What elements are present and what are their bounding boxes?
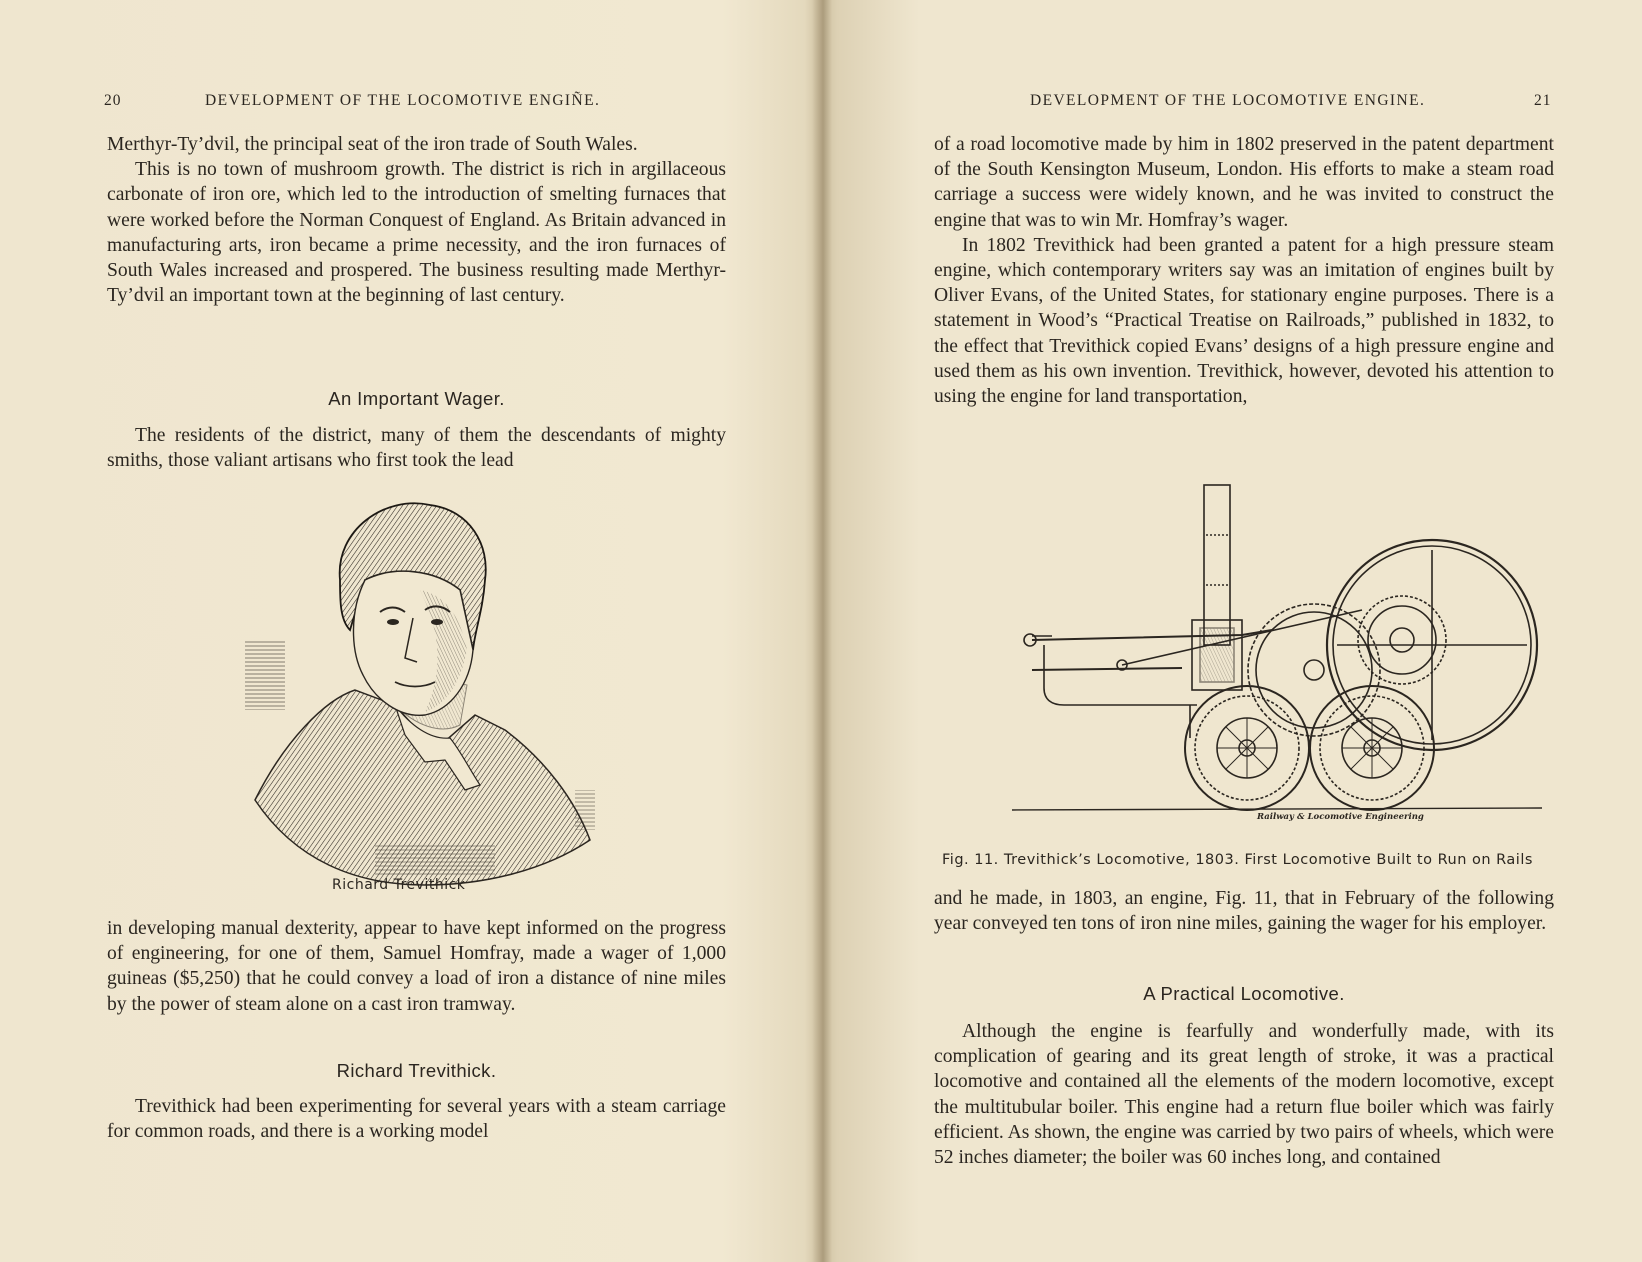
- text-block: [934, 1019, 1554, 1170]
- locomotive-figure: [972, 480, 1552, 840]
- text-block: [934, 886, 1554, 936]
- text-block: [107, 1094, 726, 1144]
- figure-credit: Railway & Locomotive Engineering: [1257, 812, 1424, 822]
- paragraph: and he made, in 1803, an engine, Fig. 11, that in February of the following year conveyed ten tons of iron nine miles, gaining the wager for his employer.: [934, 888, 1554, 935]
- book-gutter: [812, 0, 832, 1262]
- paragraph: The residents of the district, many of them the descendants of mighty smiths, those valiant artisans who first took the lead: [107, 425, 726, 472]
- paragraph: Merthyr-Ty’dvil, the principal seat of the iron trade of South Wales.: [107, 134, 638, 155]
- paragraph: of a road locomotive made by him in 1802 preserved in the patent department of the South Kensington Museum, London. His efforts to make a steam road carriage a success were widely known, and he was invited to construct the engine that was to win Mr. Homfray’s wager.: [934, 134, 1554, 231]
- paragraph: In 1802 Trevithick had been granted a patent for a high pressure steam engine, which contemporary writers say was an imitation of engines built by Oliver Evans, of the United States, for stationary engine purposes. There is a statement in Wood’s “Practical Treatise on Railroads,” published in 1832, to the effect that Trevithick copied Evans’ designs of a high pressure engine and used them as his own invention. Trevithick, however, devoted his attention to using the engine for land transportation,: [934, 234, 1554, 408]
- paragraph: Trevithick had been experimenting for several years with a steam carriage for common roads, and there is a working model: [107, 1096, 726, 1143]
- portrait-engraving: [245, 500, 605, 920]
- text-block: [107, 916, 726, 1017]
- paragraph: in developing manual dexterity, appear to have kept informed on the progress of engineering, for one of them, Samuel Homfray, made a wager of 1,000 guineas ($5,250) that he could convey a load of iron a distance of nine miles by the power of steam alone on a cast iron tramway.: [107, 918, 726, 1015]
- running-head: DEVELOPMENT OF THE LOCOMOTIVE ENGIÑE.: [205, 92, 601, 109]
- page-number: 20: [104, 92, 122, 109]
- page-number: 21: [1534, 92, 1552, 109]
- text-block-top: [107, 132, 726, 308]
- portrait-caption: Richard Trevithick: [332, 877, 466, 893]
- left-page: [0, 0, 812, 1262]
- running-head: DEVELOPMENT OF THE LOCOMOTIVE ENGINE.: [1030, 92, 1426, 109]
- paragraph: Although the engine is fearfully and wonderfully made, with its complication of gearing and its great length of stroke, it was a practical locomotive and contained all the elements of the modern locomotive, except the multitubular boiler. This engine had a return flue boiler which was fairly efficient. As shown, the engine was carried by two pairs of wheels, which were 52 inches diameter; the boiler was 60 inches long, and contained: [934, 1021, 1554, 1169]
- section-heading: Richard Trevithick.: [336, 1060, 497, 1081]
- right-page: [832, 0, 1642, 1262]
- text-block: [107, 423, 726, 473]
- text-block-top: [934, 132, 1554, 409]
- figure-caption: Fig. 11. Trevithick’s Locomotive, 1803. First Locomotive Built to Run on Rails: [942, 852, 1533, 868]
- section-heading: An Important Wager.: [328, 388, 505, 409]
- paragraph: This is no town of mushroom growth. The district is rich in argillaceous carbonate of iron ore, which led to the introduction of smelting furnaces that were worked before the Norman Conquest of England. As Britain advanced in manufacturing arts, iron became a prime necessity, and the iron furnaces of South Wales increased and prospered. The business resulting made Merthyr-Ty’dvil an important town at the beginning of last century.: [107, 159, 726, 307]
- section-heading: A Practical Locomotive.: [1143, 983, 1345, 1004]
